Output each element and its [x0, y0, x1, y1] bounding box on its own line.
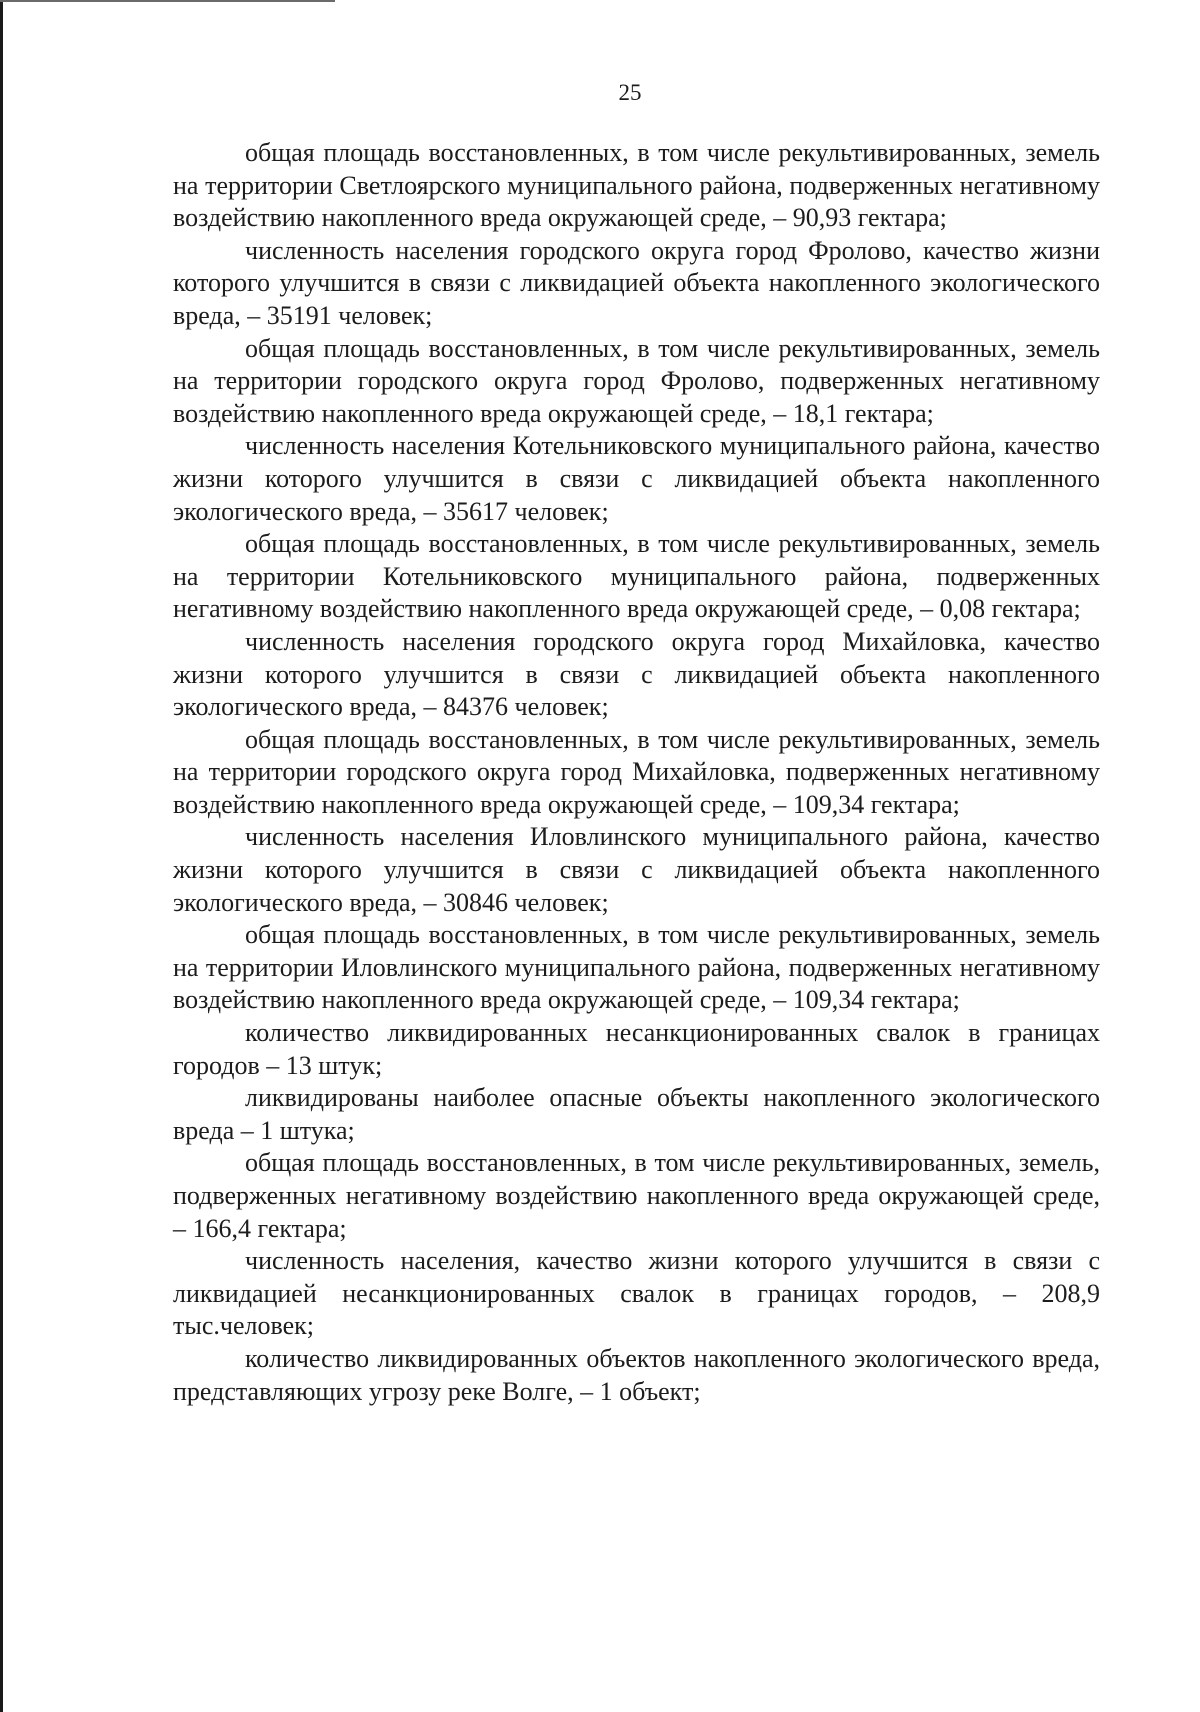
paragraph-frolovo-population: численность населения городского округа город Фролово, качество жизни которого улучшится в связи с ликвидацией объекта накопленного экологического вреда, – 35191 человек; — [173, 235, 1100, 330]
paragraph-kotelnikovsky-area: общая площадь восстановленных, в том числе рекультивированных, земель на территории Котельниковского муниципального района, подверженных негативному воздействию накопленного вреда окружающей среде, – 0,08 гектара; — [173, 529, 1100, 624]
paragraph-total-area: общая площадь восстановленных, в том числе рекультивированных, земель, подверженных негативному воздействию накопленного вреда окружающей среде, – 166,4 гектара; — [173, 1148, 1100, 1243]
paragraph-dumps-count: количество ликвидированных несанкционированных свалок в границах городов – 13 штук; — [173, 1018, 1100, 1080]
scan-edge-top — [0, 0, 335, 2]
paragraph-mikhaylovka-population: численность населения городского округа город Михайловка, качество жизни которого улучшится в связи с ликвидацией объекта накопленного экологического вреда, – 84376 человек; — [173, 626, 1100, 722]
paragraph-mikhaylovka-area: общая площадь восстановленных, в том числе рекультивированных, земель на территории городского округа город Михайловка, подверженных негативному воздействию накопленного вреда окружающей среде, – 109,34 гектара; — [173, 724, 1100, 819]
paragraph-ilovlinsky-area: общая площадь восстановленных, в том числе рекультивированных, земель на территории Иловлинского муниципального района, подверженных негативному воздействию накопленного вреда окружающей среде, – 109,34 гектара; — [173, 920, 1100, 1015]
paragraph-kotelnikovsky-population: численность населения Котельниковского муниципального района, качество жизни которого улучшится в связи с ликвидацией объекта накопленного экологического вреда, – 35617 человек; — [173, 431, 1100, 526]
paragraph-svetloyarsky-area: общая площадь восстановленных, в том числе рекультивированных, земель на территории Светлоярского муниципального района, подверженных негативному воздействию накопленного вреда окружающей среде, – 90,93 гектара; — [173, 138, 1100, 233]
paragraph-frolovo-area: общая площадь восстановленных, в том числе рекультивированных, земель на территории городского округа город Фролово, подверженных негативному воздействию накопленного вреда окружающей среде, – 18,1 гектара; — [173, 333, 1100, 428]
paragraph-ilovlinsky-population: численность населения Иловлинского муниципального района, качество жизни которого улучшится в связи с ликвидацией объекта накопленного экологического вреда, – 30846 человек; — [173, 822, 1100, 917]
scan-edge-left — [0, 0, 3, 1712]
paragraph-dumps-population: численность населения, качество жизни которого улучшится в связи с ликвидацией несанкционированных свалок в границах городов, – 208,9 тыс.человек; — [173, 1246, 1100, 1341]
paragraph-volga-objects: количество ликвидированных объектов накопленного экологического вреда, представляющих угрозу реке Волге, – 1 объект; — [173, 1343, 1100, 1406]
document-body — [173, 137, 1100, 1408]
paragraph-dangerous-objects: ликвидированы наиболее опасные объекты накопленного экологического вреда – 1 штука; — [173, 1083, 1100, 1145]
page-number: 25 — [618, 80, 642, 105]
